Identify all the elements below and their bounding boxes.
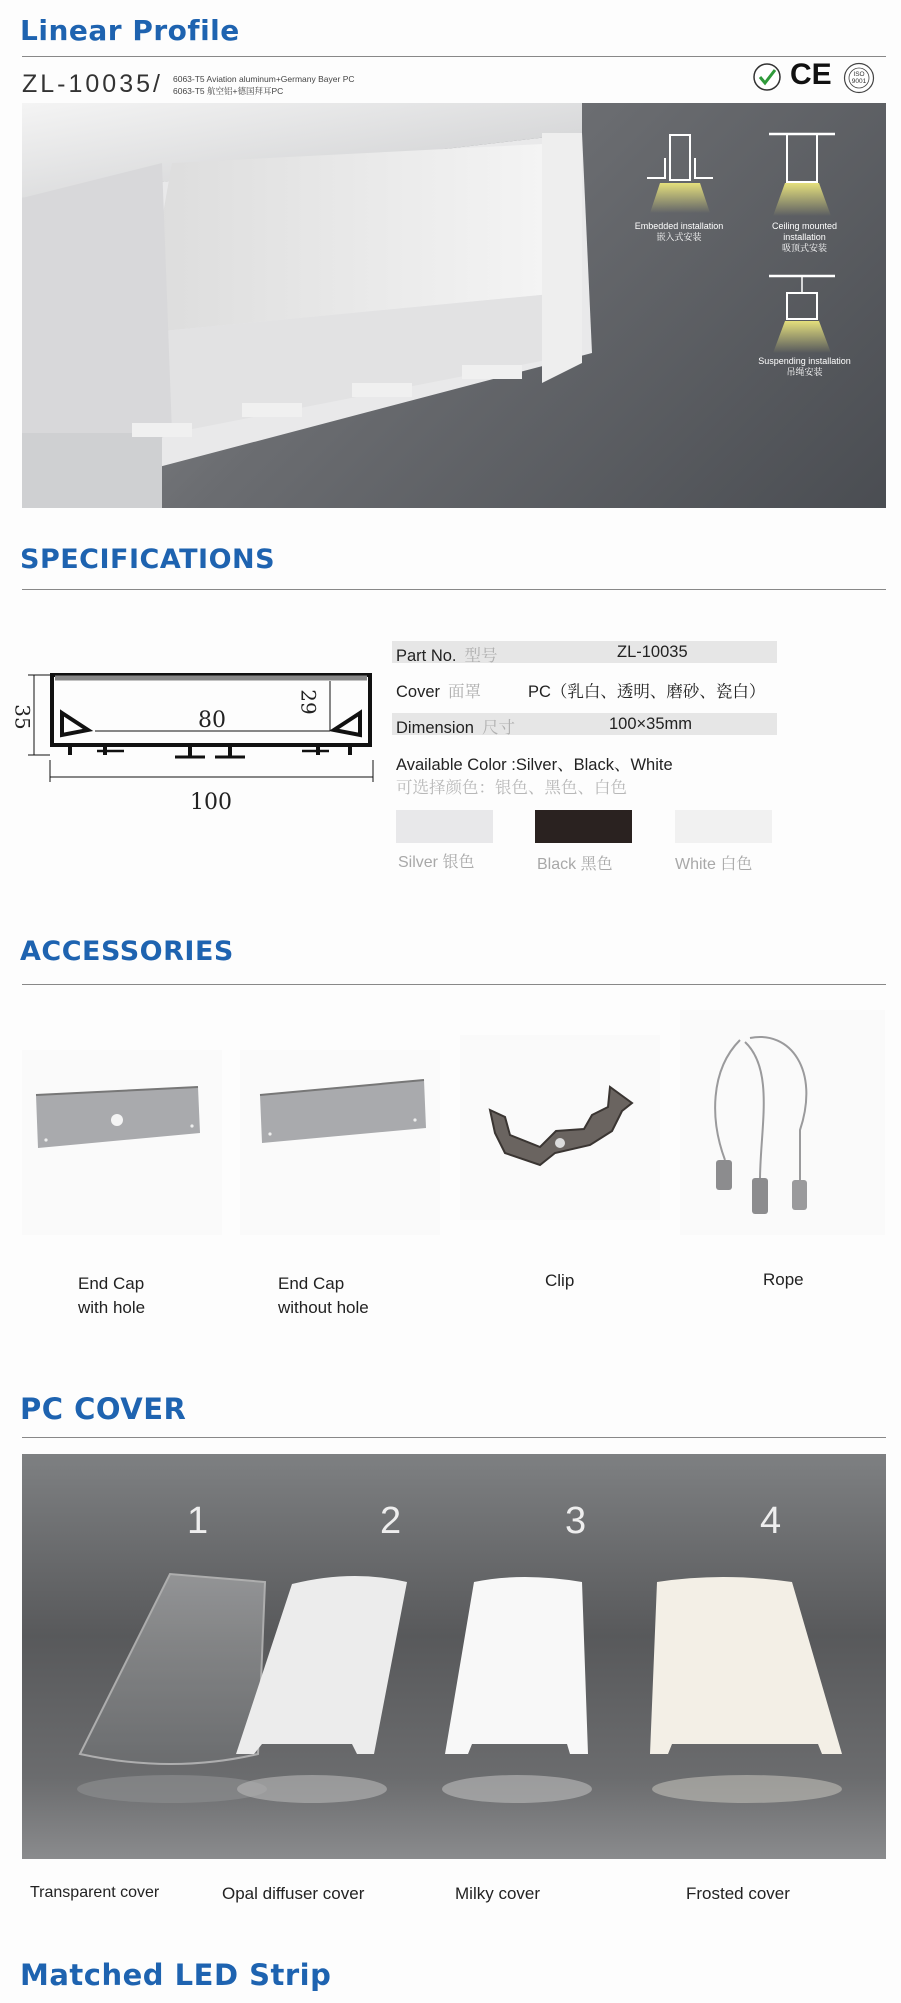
dim-inner-width: 80 — [198, 708, 226, 733]
transparent-cover-label: Transparent cover — [30, 1884, 160, 1901]
cover-number-4: 4 — [760, 1500, 782, 1542]
pc-cover-divider — [22, 1437, 886, 1438]
dim-height: 35 — [10, 704, 35, 730]
specifications-title: SPECIFICATIONS — [20, 544, 276, 575]
spec-cover-row — [392, 677, 777, 699]
cover-label: Cover 面罩 — [396, 683, 482, 701]
clip-image — [460, 1035, 660, 1220]
dim-width: 100 — [190, 790, 232, 815]
rohs-icon — [752, 62, 782, 92]
swatch-black-label: Black 黑色 — [537, 856, 613, 873]
end-cap-without-hole-label: End Cap without hole — [278, 1274, 369, 1317]
milky-cover-label: Milky cover — [455, 1884, 541, 1903]
material-zh: 6063-T5 航空铝+德国拜耳PC — [173, 86, 284, 96]
ceiling-installation-icon — [767, 131, 837, 216]
ceiling-installation-zh: 吸顶式安装 — [781, 243, 827, 253]
dimension-label: Dimension 尺寸 — [396, 719, 515, 737]
iso-seal-text: ISO 9001 — [851, 71, 867, 85]
available-colors-zh: 可选择颜色：银色、黑色、白色 — [396, 779, 627, 797]
suspending-installation-zh: 吊绳安装 — [786, 367, 823, 377]
profile-cross-section-drawing — [10, 665, 380, 820]
swatch-white — [675, 810, 772, 843]
spec-dimension-row — [392, 713, 777, 735]
swatch-white-label: White 白色 — [675, 856, 753, 873]
spec-part-row — [392, 641, 777, 663]
swatch-silver — [396, 810, 493, 843]
swatch-black — [535, 810, 632, 843]
cover-number-3: 3 — [565, 1500, 587, 1542]
opal-diffuser-cover-label: Opal diffuser cover — [222, 1884, 365, 1903]
embedded-installation-icon — [645, 133, 715, 213]
suspending-installation-icon — [767, 273, 837, 353]
end-cap-without-hole-image — [240, 1050, 440, 1235]
page-title: Linear Profile — [20, 14, 240, 47]
frosted-cover-label: Frosted cover — [686, 1884, 790, 1903]
dim-inner-height: 29 — [296, 689, 321, 715]
rope-label: Rope — [763, 1270, 804, 1289]
cover-value: PC（乳白、透明、磨砂、瓷白） — [528, 683, 766, 701]
part-value: ZL-10035 — [617, 643, 688, 661]
ceiling-installation-en: Ceiling mounted installation — [771, 221, 838, 242]
iso-seal-icon — [843, 62, 873, 92]
embedded-installation-en: Embedded installation — [634, 221, 724, 231]
suspending-installation-en: Suspending installation — [758, 356, 851, 366]
accessories-title: ACCESSORIES — [20, 936, 234, 967]
ceiling-installation-label — [757, 221, 852, 254]
specifications-divider — [22, 589, 886, 590]
end-cap-with-hole-label: End Cap with hole — [78, 1274, 146, 1317]
end-cap-with-hole-image — [22, 1050, 222, 1235]
matched-led-strip-title: Matched LED Strip — [20, 1958, 332, 1992]
swatch-silver-label: Silver 银色 — [398, 854, 475, 871]
product-hero-image — [22, 103, 886, 508]
suspending-installation-label — [757, 356, 852, 378]
clip-label: Clip — [545, 1271, 575, 1290]
title-divider — [22, 56, 886, 57]
ce-mark-icon: CE — [790, 58, 832, 91]
accessories-divider — [22, 984, 886, 985]
model-number: ZL-10035/ — [22, 70, 163, 98]
embedded-installation-zh: 嵌入式安装 — [656, 232, 702, 242]
cover-number-1: 1 — [187, 1500, 209, 1542]
pc-cover-photo — [22, 1454, 886, 1859]
rope-image — [680, 1010, 885, 1235]
part-label: Part No. 型号 — [396, 647, 498, 665]
available-colors-en: Available Color :Silver、Black、White — [396, 756, 673, 774]
cover-number-2: 2 — [380, 1500, 402, 1542]
dimension-value: 100×35mm — [609, 715, 693, 733]
material-en: 6063-T5 Aviation aluminum+Germany Bayer PC — [173, 74, 355, 84]
embedded-installation-label — [634, 221, 724, 243]
pc-cover-title: PC COVER — [20, 1392, 187, 1426]
